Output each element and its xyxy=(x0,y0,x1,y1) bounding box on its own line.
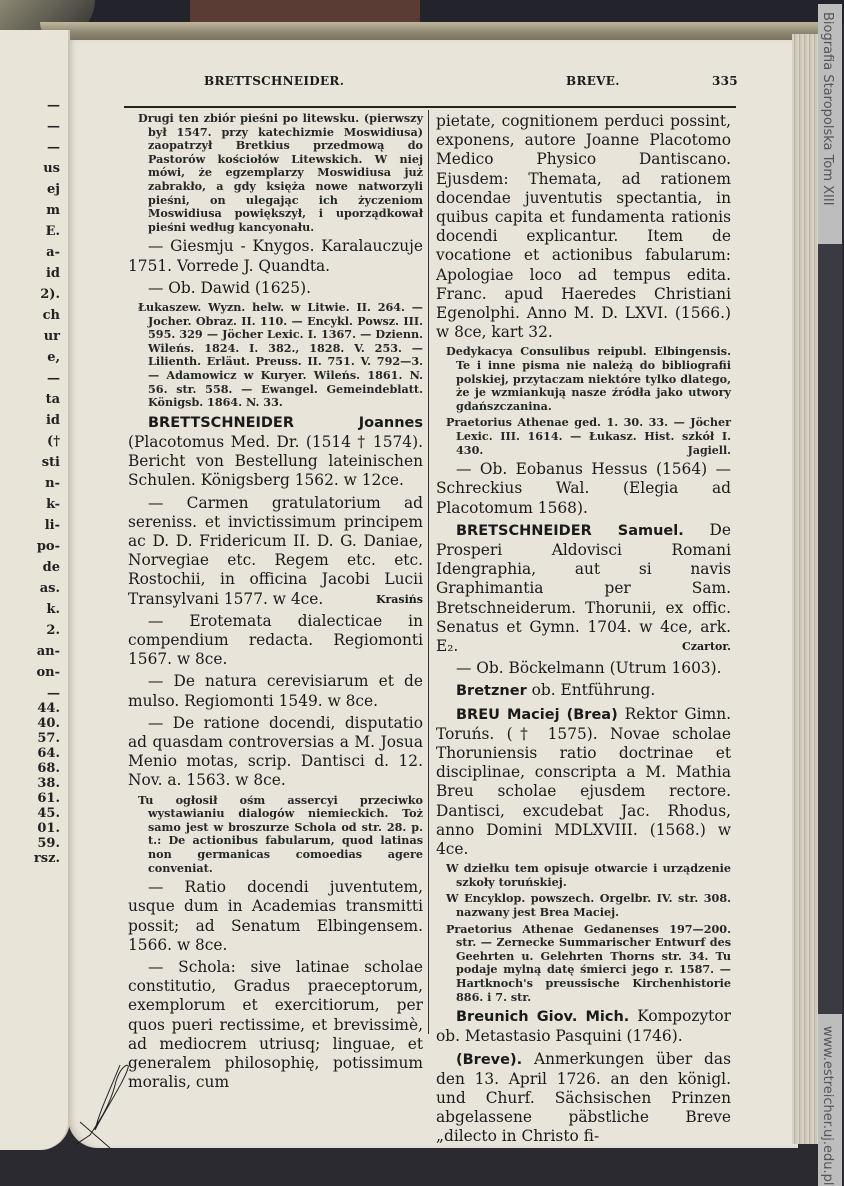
left-page-fragment: († xyxy=(47,434,60,449)
left-page-fragment: 61. xyxy=(37,791,60,806)
paragraph xyxy=(128,494,423,609)
paragraph: — De ratione docendi, disputatio ad quasdam controversias a M. Josua Menio motas, scrip. Dantisci d. 12. Nov. a. 1563. w 8ce. xyxy=(128,713,423,790)
footnote xyxy=(436,416,731,457)
left-page-fragment: n- xyxy=(45,476,60,491)
left-page-fragment: as. xyxy=(39,581,60,596)
left-page-fragment: 45. xyxy=(37,806,60,821)
paragraph: — Schola: sive latinae scholae constitutio, Gradus praeceptorum, exemplorum et exercitiorum, per quos pueri rectissime, et brevissimè, ad mediocrem utriusq; linguae, et generalem philosophię, potissimum moralis, cum xyxy=(128,957,423,1092)
entry-joannes xyxy=(128,413,423,491)
footnote: W Encyklop. powszech. Orgelbr. IV. str. 308. nazwany jest Brea Maciej. xyxy=(446,891,731,920)
left-page-fragment: a- xyxy=(46,245,60,260)
left-page-fragment: 2). xyxy=(40,287,60,302)
paragraph: — Ob. Dawid (1625). xyxy=(148,278,311,297)
left-page-fragment: 44. xyxy=(37,701,60,716)
watermark-strip xyxy=(818,4,842,1186)
paragraph: — Erotemata dialecticae in compendium redacta. Regiomonti 1567. w 8ce. xyxy=(128,611,423,669)
left-page-fragment: id xyxy=(45,413,60,428)
left-page-fragment: de xyxy=(42,560,60,575)
book-cover-strip xyxy=(0,0,844,24)
left-page-fragment: rsz. xyxy=(33,851,60,866)
entry-text: De Prosperi Aldovisci Romani Idengraphia, aut si navis Graphimantia per Sam. Bretschneiderum. Thorunii, ex offic. Senatus et Gymn. 1704. w 4ce, ark. E₂. xyxy=(436,520,732,656)
left-page-fragment: an- xyxy=(36,644,60,659)
running-head-right: BREVE. xyxy=(566,74,620,88)
footnote: Tu ogłosił ośm assercyi przeciwko wystawianiu dialogów niemieckich. Toż samo jest w broszurze Schola od str. 28. p. t.: De actionibus fabularum, quod latinas non germanicas comoedias agere conveniat. xyxy=(138,792,423,875)
paragraph: — Ob. Eobanus Hessus (1564) — Schreckius Wal. (Elegia ad Placotomum 1568). xyxy=(436,460,731,517)
entry-samuel xyxy=(436,521,731,656)
footnote: Dedykacya Consulibus reipubl. Elbingensis. Te i inne pisma nie należą do bibliografii polskiej, przytaczam niektóre tylko dlatego, że je wzmiankują nasze źródła jako utwory gdańszczanina. xyxy=(446,344,731,413)
left-page-fragment: — xyxy=(47,140,60,155)
paragraph: — Ratio docendi juventutem, usque dum in Academias transmitti possit; ad Senatum Elbingensem. 1566. w 8ce. xyxy=(128,878,423,954)
entry-text: ob. Entführung. xyxy=(526,681,656,700)
left-page-edge xyxy=(0,30,70,1150)
running-head-left: BRETTSCHNEIDER. xyxy=(204,74,345,88)
left-page-fragment: k- xyxy=(46,497,60,512)
left-column xyxy=(128,112,423,1095)
left-page-fragment: k. xyxy=(46,602,60,617)
paragraph-text: — Carmen gratulatorium ad sereniss. et invictissimum principem ac D. D. Fridericum II. D. G. Daniae, Norvegiae etc. Regem etc. etc. Rostochii, in officina Jacobi Lucii Transylvani 1577. w 4ce. xyxy=(128,493,423,608)
left-page-fragment: ch xyxy=(42,308,60,323)
paragraph: — Ob. Böckelmann (Utrum 1603). xyxy=(456,659,722,678)
left-page-fragment: — xyxy=(47,119,60,134)
header-rule xyxy=(124,106,736,108)
entry-text: Anmerkungen über das den 13. April 1726. an den königl. und Churf. Sächsischen Prinzen abgelassene päbstliche Breve „dilecto in Christo fi- xyxy=(436,1049,731,1146)
left-page-fragment: 57. xyxy=(37,731,60,746)
entry-heading: (Breve). xyxy=(456,1051,523,1068)
library-tag: Krasińs xyxy=(375,592,423,606)
entry-heading: Breunich Giov. Mich. xyxy=(456,1009,630,1026)
right-column xyxy=(436,112,731,1150)
library-tag: Jagiell. xyxy=(687,443,731,457)
left-page-fragment: — xyxy=(47,98,60,113)
entry-text: Rektor Gimn. Toruńs. († 1575). Novae scholae Thoruniensis ratio doctrinae et disciplinae, conscripta a M. Mathia Breu scholae ejusdem rectore. Dantisci, excudebat Jac. Rhodus, anno Domini MDLXVIII. (1568.) w 4ce. xyxy=(436,704,732,859)
left-page-fragment: 59. xyxy=(37,836,60,851)
left-page-fragment: e, xyxy=(47,350,60,365)
footnote: Drugi ten zbiór pieśni po litewsku. (pierwszy był 1547. przy katechizmie Moswidiusa) zaopatrzył Bretkius przedmową do Pastorów kościołów Litewskich. W niej mówi, że egzemplarzy Moswidiusa już zabrakło, a gdy księża nowe natworzyli pieśni, on ulegając ich życzeniom Moswidiusa powiększył, i uporządkował pieśni według kancyonału. xyxy=(138,111,423,234)
library-tag: Czartor. xyxy=(682,640,731,654)
left-page-fragment: 01. xyxy=(37,821,60,836)
left-page-fragment: 2. xyxy=(46,623,60,638)
left-page-fragment: — xyxy=(47,371,60,386)
left-page-fragment: — xyxy=(47,686,60,701)
left-page-fragment: ta xyxy=(45,392,60,407)
entry-bretzner xyxy=(436,681,731,701)
left-page-fragment: us xyxy=(43,161,60,176)
left-page-fragment: 68. xyxy=(37,761,60,776)
cover-band xyxy=(190,0,420,22)
left-page-fragment: li- xyxy=(44,518,60,533)
left-page-fragment: m xyxy=(46,203,60,218)
entry-breu xyxy=(436,705,731,860)
entry-text: Kompozytor ob. Metastasio Pasquini (1746). xyxy=(436,1007,731,1046)
entry-heading: Bretzner xyxy=(456,683,527,700)
left-page-fragment: E. xyxy=(45,224,60,239)
left-page-fragment: ur xyxy=(43,329,60,344)
left-page-fragment: on- xyxy=(36,665,60,680)
watermark-top: Biografia Staropolska Tom XIII xyxy=(820,12,835,206)
entry-heading: BRETTSCHNEIDER Joannes xyxy=(148,414,423,431)
left-page-fragment: 40. xyxy=(37,716,60,731)
entry-heading: BREU Maciej (Brea) xyxy=(456,706,618,723)
left-page-fragment: 64. xyxy=(37,746,60,761)
footnote-text: Praetorius Athenae ged. 1. 30. 33. — Jöcher Lexic. III. 1614. — Łukasz. Hist. szkół I. 430. xyxy=(446,415,731,457)
entry-breve xyxy=(436,1050,731,1147)
watermark-bottom: www.estreicher.uj.edu.pl xyxy=(820,1026,835,1186)
page-stack-edge xyxy=(792,34,820,1144)
entry-heading: BRETSCHNEIDER Samuel. xyxy=(456,522,684,539)
handwritten-mark xyxy=(70,1060,140,1150)
footnote: Łukaszew. Wyzn. helw. w Litwie. II. 264. — Jocher. Obraz. II. 110. — Encykl. Powsz. III. 595. 329 — Jöcher Lexic. I. 1367. — Dzienn. Wileńs. 1824. I. 382., 1828. V. 253. — Lilienth. Erläut. Preuss. II. 751. V. 792—3. — Adamowicz w Kuryer. Wileńs. 1861. N. 56. str. 558. — Ewangel. Gemeindeblatt. Königsb. 1864. N. 33. xyxy=(138,299,423,410)
footnote: W dziełku tem opisuje otwarcie i urządzenie szkoły toruńskiej. xyxy=(446,861,731,889)
left-page-fragment: ej xyxy=(47,182,60,197)
left-page-fragment: po- xyxy=(36,539,60,554)
footnote: Praetorius Athenae Gedanenses 197—200. str. — Zernecke Summarischer Entwurf des Geehrten u. Gelehrten Thorns str. 34. Tu podaje mylną datę śmierci jego r. 1587. — Hartknoch's preussische Kirchenhistorie 886. i 7. str. xyxy=(446,921,731,1004)
column-divider xyxy=(428,110,429,1034)
entry-breunich xyxy=(436,1007,731,1046)
paragraph: pietate, cognitionem perduci possint, exponens, autore Joanne Placotomo Medico Physico Dantiscano. Ejusdem: Themata, ad rationem docendae juventutis spectantia, in quibus capita et fundamenta rationis docendi explicantur. Item de vocatione et actionibus fabularum: Apologiae loco ad tempus edita. Franc. apud Haeredes Christiani Egenolphi. Anno M. D. LXVI. (1566.) w 8ce, kart 32. xyxy=(436,112,731,342)
left-page-fragment: sti xyxy=(41,455,60,470)
left-page-fragment: 38. xyxy=(37,776,60,791)
left-page-fragment: id xyxy=(45,266,60,281)
paragraph: — Giesmju - Knygos. Karalauczuje 1751. Vorrede J. Quandta. xyxy=(128,237,423,275)
page-number: 335 xyxy=(712,74,738,88)
entry-text: (Placotomus Med. Dr. (1514 † 1574). Bericht von Bestellung lateinischen Schulen. Königsberg 1562. w 12ce. xyxy=(128,432,423,490)
paragraph: — De natura cerevisiarum et de mulso. Regiomonti 1549. w 8ce. xyxy=(128,672,423,710)
